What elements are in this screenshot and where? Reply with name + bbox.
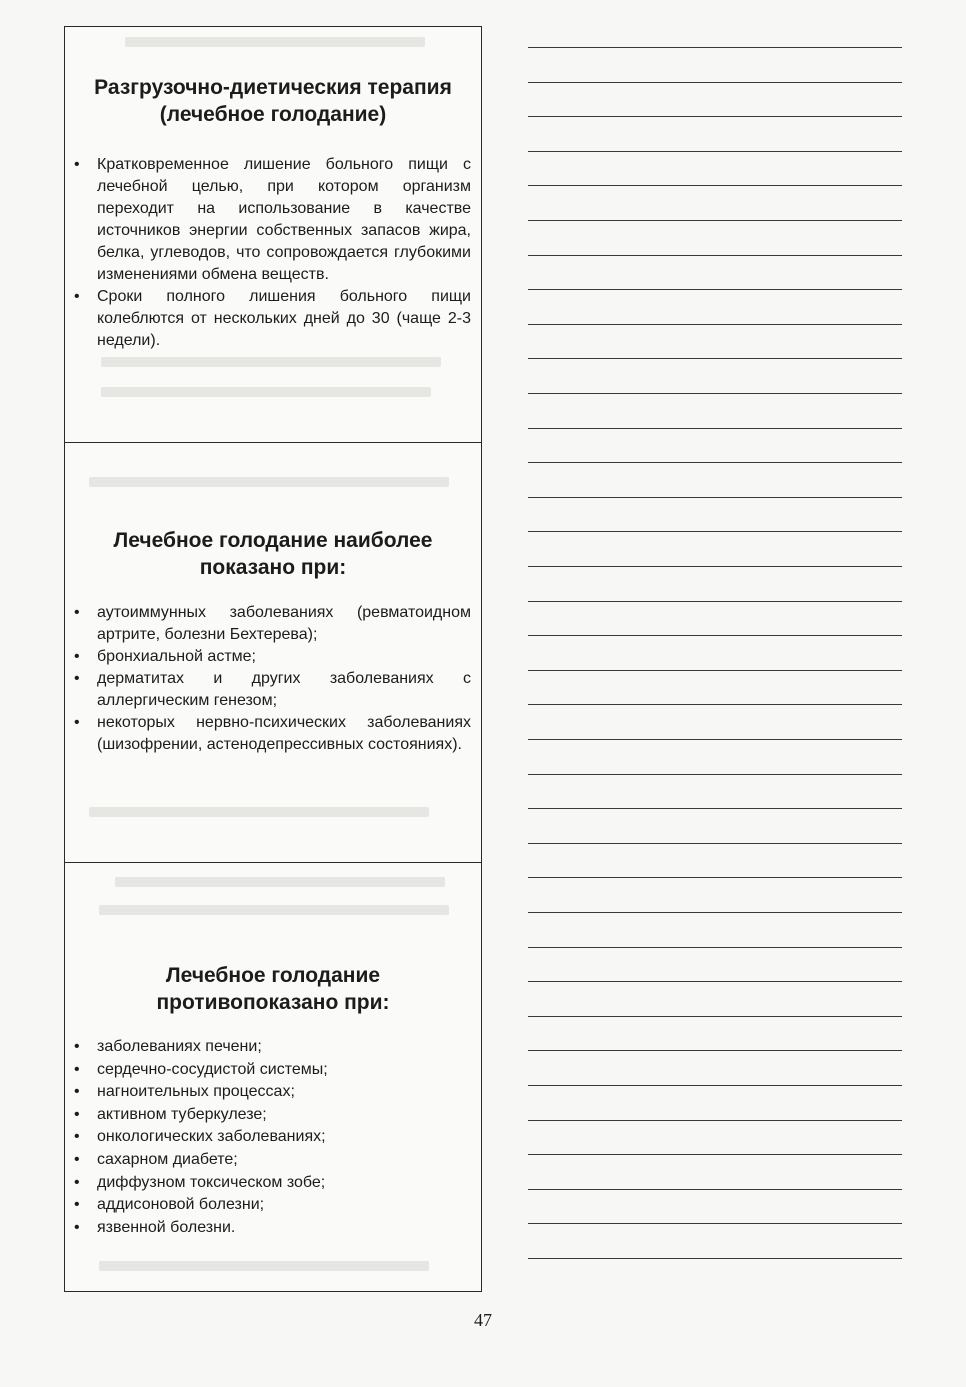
note-line [528,947,902,948]
bleed-through-text [89,477,449,487]
note-line [528,47,902,48]
page-number: 47 [474,1310,492,1330]
note-line [528,635,902,636]
note-line [528,843,902,844]
bleed-through-text [99,1261,429,1271]
list-item: • сердечно-сосудистой системы; [97,1059,471,1082]
bleed-through-text [125,37,425,47]
list-item: • бронхиальной астме; [97,646,471,668]
slide-title: Лечебное голодание наиболее показано при: [113,529,433,579]
note-line [528,1189,902,1190]
note-line [528,1258,902,1259]
bleed-through-text [101,357,441,367]
note-line [528,1050,902,1051]
note-line [528,566,902,567]
note-line [528,601,902,602]
list-item: • диффузном токсическом зобе; [97,1172,471,1195]
bleed-through-text [101,387,431,397]
note-line [528,1154,902,1155]
note-line [528,774,902,775]
slide-title: Разгрузочно-диетическия терапия (лечебное голодание) [94,76,452,126]
slide-1 [65,27,481,442]
note-line [528,808,902,809]
note-line [528,82,902,83]
note-line [528,255,902,256]
note-line [528,151,902,152]
note-line [528,670,902,671]
note-line [528,531,902,532]
note-line [528,1223,902,1224]
note-line [528,1120,902,1121]
note-line [528,739,902,740]
list-item: • заболеваниях печени; [97,1036,471,1059]
slide-2 [65,442,481,862]
note-line [528,324,902,325]
note-line [528,185,902,186]
note-line [528,877,902,878]
note-line [528,116,902,117]
note-line [528,704,902,705]
slide-title: Лечебное голодание противопоказано при: [156,964,390,1014]
bullet-list [65,602,481,756]
note-line [528,358,902,359]
note-lines-column [528,0,902,1300]
list-item: • дерматитах и других заболеваниях с аллергическим генезом; [97,668,471,712]
bleed-through-text [99,905,449,915]
list-item: • аддисоновой болезни; [97,1194,471,1217]
list-item: • нагноительных процессах; [97,1081,471,1104]
list-item: • онкологических заболеваниях; [97,1126,471,1149]
slides-column [64,26,482,1292]
note-line [528,497,902,498]
note-line [528,1016,902,1017]
list-item: • некоторых нервно-психических заболеваниях (шизофрении, астенодепрессивных состояниях). [97,712,471,756]
note-line [528,289,902,290]
list-item: • язвенной болезни. [97,1217,471,1240]
list-item: • сахарном диабете; [97,1149,471,1172]
slide-3 [65,862,481,1291]
note-line [528,220,902,221]
note-line [528,1085,902,1086]
note-line [528,393,902,394]
list-item: • аутоиммунных заболеваниях (ревматоидном артрите, болезни Бехтерева); [97,602,471,646]
bullet-list [65,1036,481,1239]
bleed-through-text [115,877,445,887]
note-line [528,462,902,463]
list-item: • Сроки полного лишения больного пищи колеблются от нескольких дней до 30 (чаще 2-3 недели). [97,286,471,352]
note-line [528,428,902,429]
list-item: • Кратковременное лишение больного пищи с лечебной целью, при котором организм переходит на использование в качестве источников энергии собственных запасов жира, белка, углеводов, что сопровождается глубокими изменениями обмена веществ. [97,154,471,286]
bullet-list [65,154,481,352]
note-line [528,912,902,913]
bleed-through-text [89,807,429,817]
list-item: • активном туберкулезе; [97,1104,471,1127]
note-line [528,981,902,982]
